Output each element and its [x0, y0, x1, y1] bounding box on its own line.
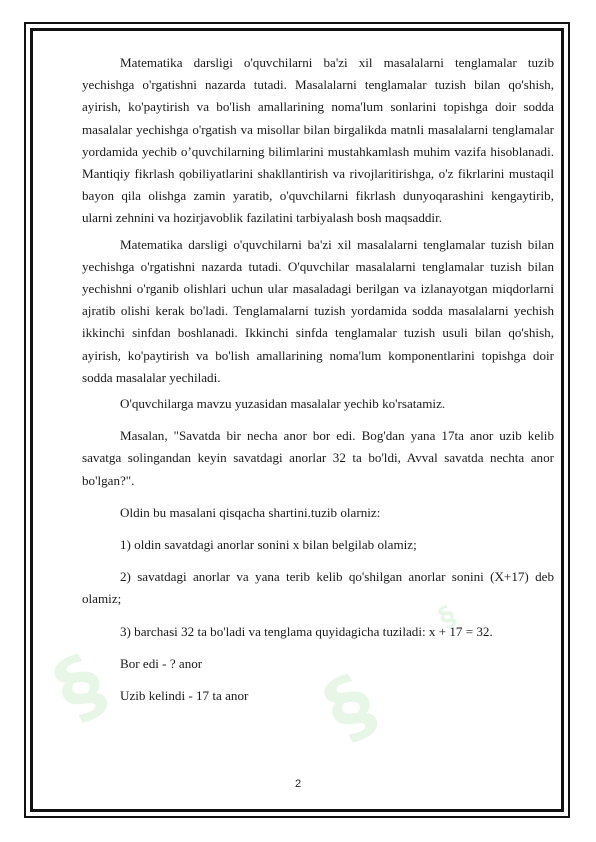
list-item-step-3: 3) barchasi 32 ta bo'ladi va tenglama quyidagicha tuziladi: x + 17 = 32. [120, 623, 493, 639]
paragraph-demo: O'quvchilarga mavzu yuzasidan masalalar yechib ko'rsatamiz. [120, 396, 446, 412]
document-body [82, 52, 554, 717]
paragraph-condition: Oldin bu masalani qisqacha shartini.tuzib olarniz: [120, 504, 381, 520]
watermark-logo-icon: § [432, 598, 462, 635]
list-item-step-2: 2) savatdagi anorlar va yana terib kelib qo'shilgan anorlar sonini (X+17) deb olamiz; [82, 569, 554, 607]
page-number: 2 [294, 778, 302, 790]
list-item-step-1: 1) oldin savatdagi anorlar sonini x bilan belgilab olamiz; [120, 537, 417, 553]
line-uzib-kelindi: Uzib kelindi - 17 ta anor [120, 688, 249, 704]
line-bor-edi: Bor edi - ? anor [120, 655, 203, 671]
watermark-logo-icon: § [309, 656, 391, 757]
watermark-logo-icon: § [39, 636, 121, 737]
paragraph-intro: Matematika darsligi o'quvchilarni ba'zi xil masalalarni tenglamalar tuzib yechishga o'rgatishni nazarda tutadi. Masalalarni tenglamalar tuzish bilan qo'shish, ayirish, ko'paytirish va bo'lish amallarining noma'lum sonlarini topishga doir sodda masalalar yechishga o'rgatish va misollar bilan birgalikda matnli masalalarni tenglamalar yordamida yechib o’quvchilarning bilimlarini mustahkamlash muhim vazifa hisoblanadi. Mantiqiy fikrlash qobiliyatlarini shakllantirish va rivojlaritirishga, o'z fikrlarini mustaqil bayon qila olishga zamin yaratib, o'quvchilarni fikrlash dunyoqarashini kengaytirib, ularni zehnini va hozirjavoblik fazilatini tarbiyalash bosh maqsaddir. [82, 55, 554, 226]
paragraph-equations: Matematika darsligi o'quvchilarni ba'zi xil masalalarni tenglamalar tuzish bilan yechishga o'rgatishni nazarda tutadi. O'quvchilar masalalarni tenglamalar tuzish bilan yechishni o'rganib olishlari uchun ular masaladagi berilgan va izlanayotgan miqdorlarni ajratib olishi kerak bo'ladi. Tenglamalarni tuzish yordamida sodda masalalarni yechish ikkinchi sinfdan boshlanadi. Ikkinchi sinfda tenglamalar tuzish usuli bilan qo'shish, ayirish, ko'paytirish va bo'lish amallarining noma'lum komponentlarini topishga doir sodda masalalar yechiladi. [82, 236, 554, 385]
paragraph-example: Masalan, "Savatda bir necha anor bor edi. Bog'dan yana 17ta anor uzib kelib savatga solingandan keyin savatdagi anorlar 32 ta bo'ldi, Avval savatda nechta anor bo'lgan?". [82, 428, 554, 488]
